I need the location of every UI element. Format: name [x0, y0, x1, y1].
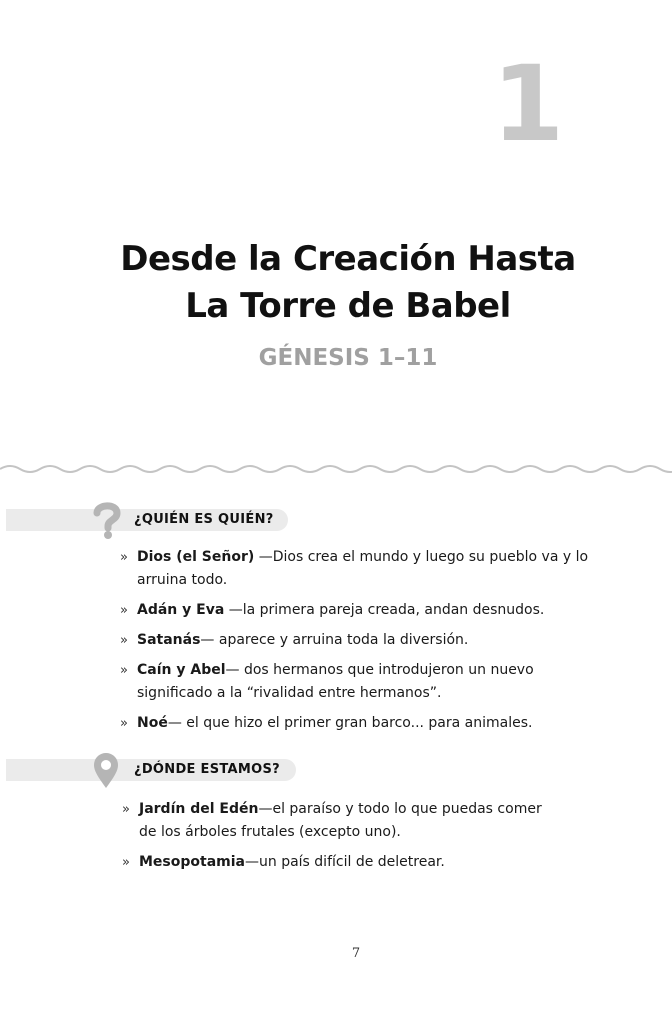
list-item [120, 659, 590, 705]
chapter-subtitle: GÉNESIS 1–11 [258, 345, 438, 371]
bullet-icon: » [120, 550, 128, 565]
item-text: —Dios crea el mundo y luego su pueblo va y lo arruina todo. [137, 549, 589, 588]
item-text: —la primera pareja creada, andan desnudos. [224, 602, 545, 618]
chapter-title-line-2: La Torre de Babel [185, 286, 511, 326]
item-name: Noé [137, 715, 168, 731]
who-list [120, 546, 590, 742]
list-item [122, 851, 542, 874]
item-text: —un país difícil de deletrear. [245, 854, 445, 870]
item-name: Satanás [137, 632, 201, 648]
list-item [122, 798, 542, 844]
item-text: — aparece y arruina toda la diversión. [200, 632, 469, 648]
bullet-icon: » [122, 855, 130, 870]
chapter-number: 1 [491, 43, 565, 165]
where-list [122, 798, 542, 881]
item-text: —el paraíso y todo lo que puedas comer de los árboles frutales (excepto uno). [139, 801, 542, 840]
wavy-divider [0, 460, 672, 478]
item-name: Caín y Abel [137, 662, 226, 678]
item-text: — dos hermanos que introdujeron un nuevo significado a la “rivalidad entre hermanos”. [137, 662, 534, 701]
page-number: 7 [351, 946, 361, 961]
bullet-icon: » [120, 603, 128, 618]
bullet-icon: » [120, 716, 128, 731]
section-heading-where: ¿DÓNDE ESTAMOS? [134, 762, 281, 777]
list-item [120, 546, 590, 592]
chapter-title-line-1: Desde la Creación Hasta [120, 239, 576, 279]
map-pin-icon [92, 752, 120, 790]
bullet-icon: » [122, 802, 130, 817]
list-item [120, 629, 590, 652]
question-mark-icon [92, 501, 122, 539]
bullet-icon: » [120, 633, 128, 648]
section-heading-who: ¿QUIÉN ES QUIÉN? [134, 512, 274, 527]
section-header-who [0, 505, 672, 545]
item-name: Mesopotamia [139, 854, 245, 870]
bullet-icon: » [120, 663, 128, 678]
list-item [120, 712, 590, 735]
item-name: Adán y Eva [137, 602, 225, 618]
item-name: Dios (el Señor) [137, 549, 255, 565]
section-header-where [0, 755, 672, 795]
list-item [120, 599, 590, 622]
chapter-title [0, 236, 672, 330]
item-name: Jardín del Edén [139, 801, 259, 817]
item-text: — el que hizo el primer gran barco... para animales. [167, 715, 533, 731]
